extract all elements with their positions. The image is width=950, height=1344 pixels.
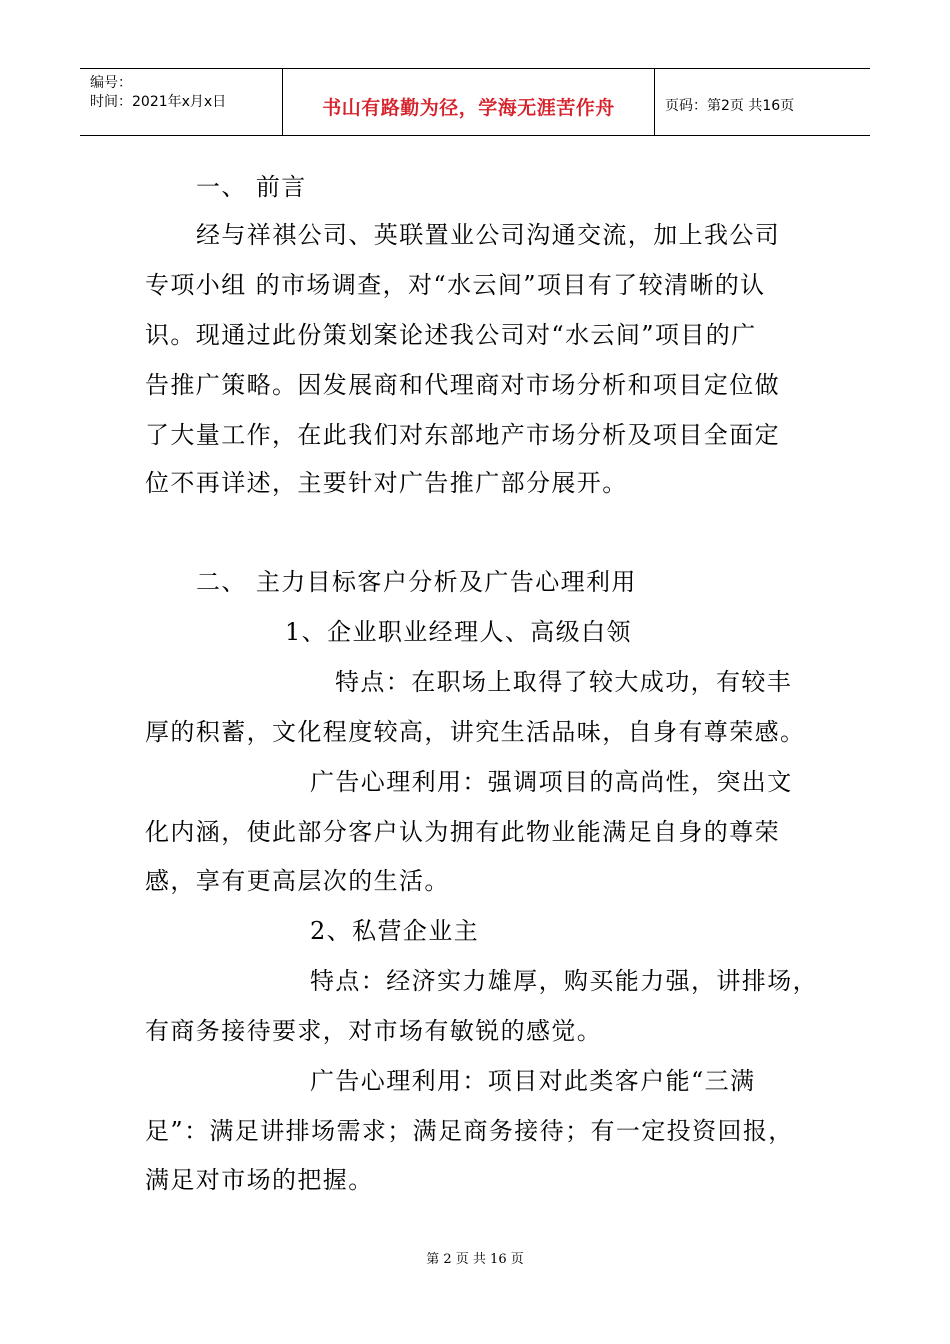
paragraph-line: 特点：经济实力雄厚，购买能力强，讲排场， <box>310 967 818 995</box>
document-time-label: 时间：2021年x月x日 <box>90 94 227 110</box>
paragraph-line: 特点：在职场上取得了较大成功，有较丰 <box>335 668 793 696</box>
document-number-label: 编号： <box>90 75 132 91</box>
paragraph-line: 了大量工作，在此我们对东部地产市场分析及项目全面定 <box>145 421 780 449</box>
paragraph-line: 有商务接待要求，对市场有敏锐的感觉。 <box>145 1017 603 1045</box>
paragraph-line: 足”：满足讲排场需求；满足商务接待；有一定投资回报， <box>145 1117 794 1145</box>
paragraph-line: 厚的积蓄，文化程度较高，讲究生活品味，自身有尊荣感。 <box>145 718 806 746</box>
subsection-heading: 1、企业职业经理人、高级白领 <box>285 618 632 646</box>
section-heading-target-customers: 二、 主力目标客户分析及广告心理利用 <box>196 568 637 596</box>
paragraph-line: 满足对市场的把握。 <box>145 1166 374 1194</box>
section-heading-preface: 一、 前言 <box>196 173 307 201</box>
paragraph-line: 识。现通过此份策划案论述我公司对“水云间”项目的广 <box>145 321 757 349</box>
header-motto: 书山有路勤为径，学海无涯苦作舟 <box>322 97 615 119</box>
paragraph-line: 广告心理利用：强调项目的高尚性，突出文 <box>310 768 793 796</box>
paragraph-line: 化内涵，使此部分客户认为拥有此物业能满足自身的尊荣 <box>145 818 780 846</box>
subsection-heading: 2、私营企业主 <box>310 917 480 945</box>
paragraph-line: 告推广策略。因发展商和代理商对市场分析和项目定位做 <box>145 371 780 399</box>
page-footer: 第 2 页 共 16 页 <box>426 1252 524 1267</box>
header-page-info: 页码：第2页 共16页 <box>665 98 795 114</box>
header-page-cell <box>655 69 870 135</box>
page-header <box>80 68 870 136</box>
paragraph-line: 广告心理利用：项目对此类客户能“三满 <box>310 1067 756 1095</box>
paragraph-line: 感，享有更高层次的生活。 <box>145 867 450 895</box>
header-meta-cell <box>80 69 283 135</box>
paragraph-line: 专项小组 的市场调查，对“水云间”项目有了较清晰的认 <box>145 271 766 299</box>
paragraph-line: 经与祥祺公司、英联置业公司沟通交流，加上我公司 <box>196 221 781 249</box>
paragraph-line: 位不再详述，主要针对广告推广部分展开。 <box>145 469 628 497</box>
header-motto-cell <box>283 69 655 135</box>
